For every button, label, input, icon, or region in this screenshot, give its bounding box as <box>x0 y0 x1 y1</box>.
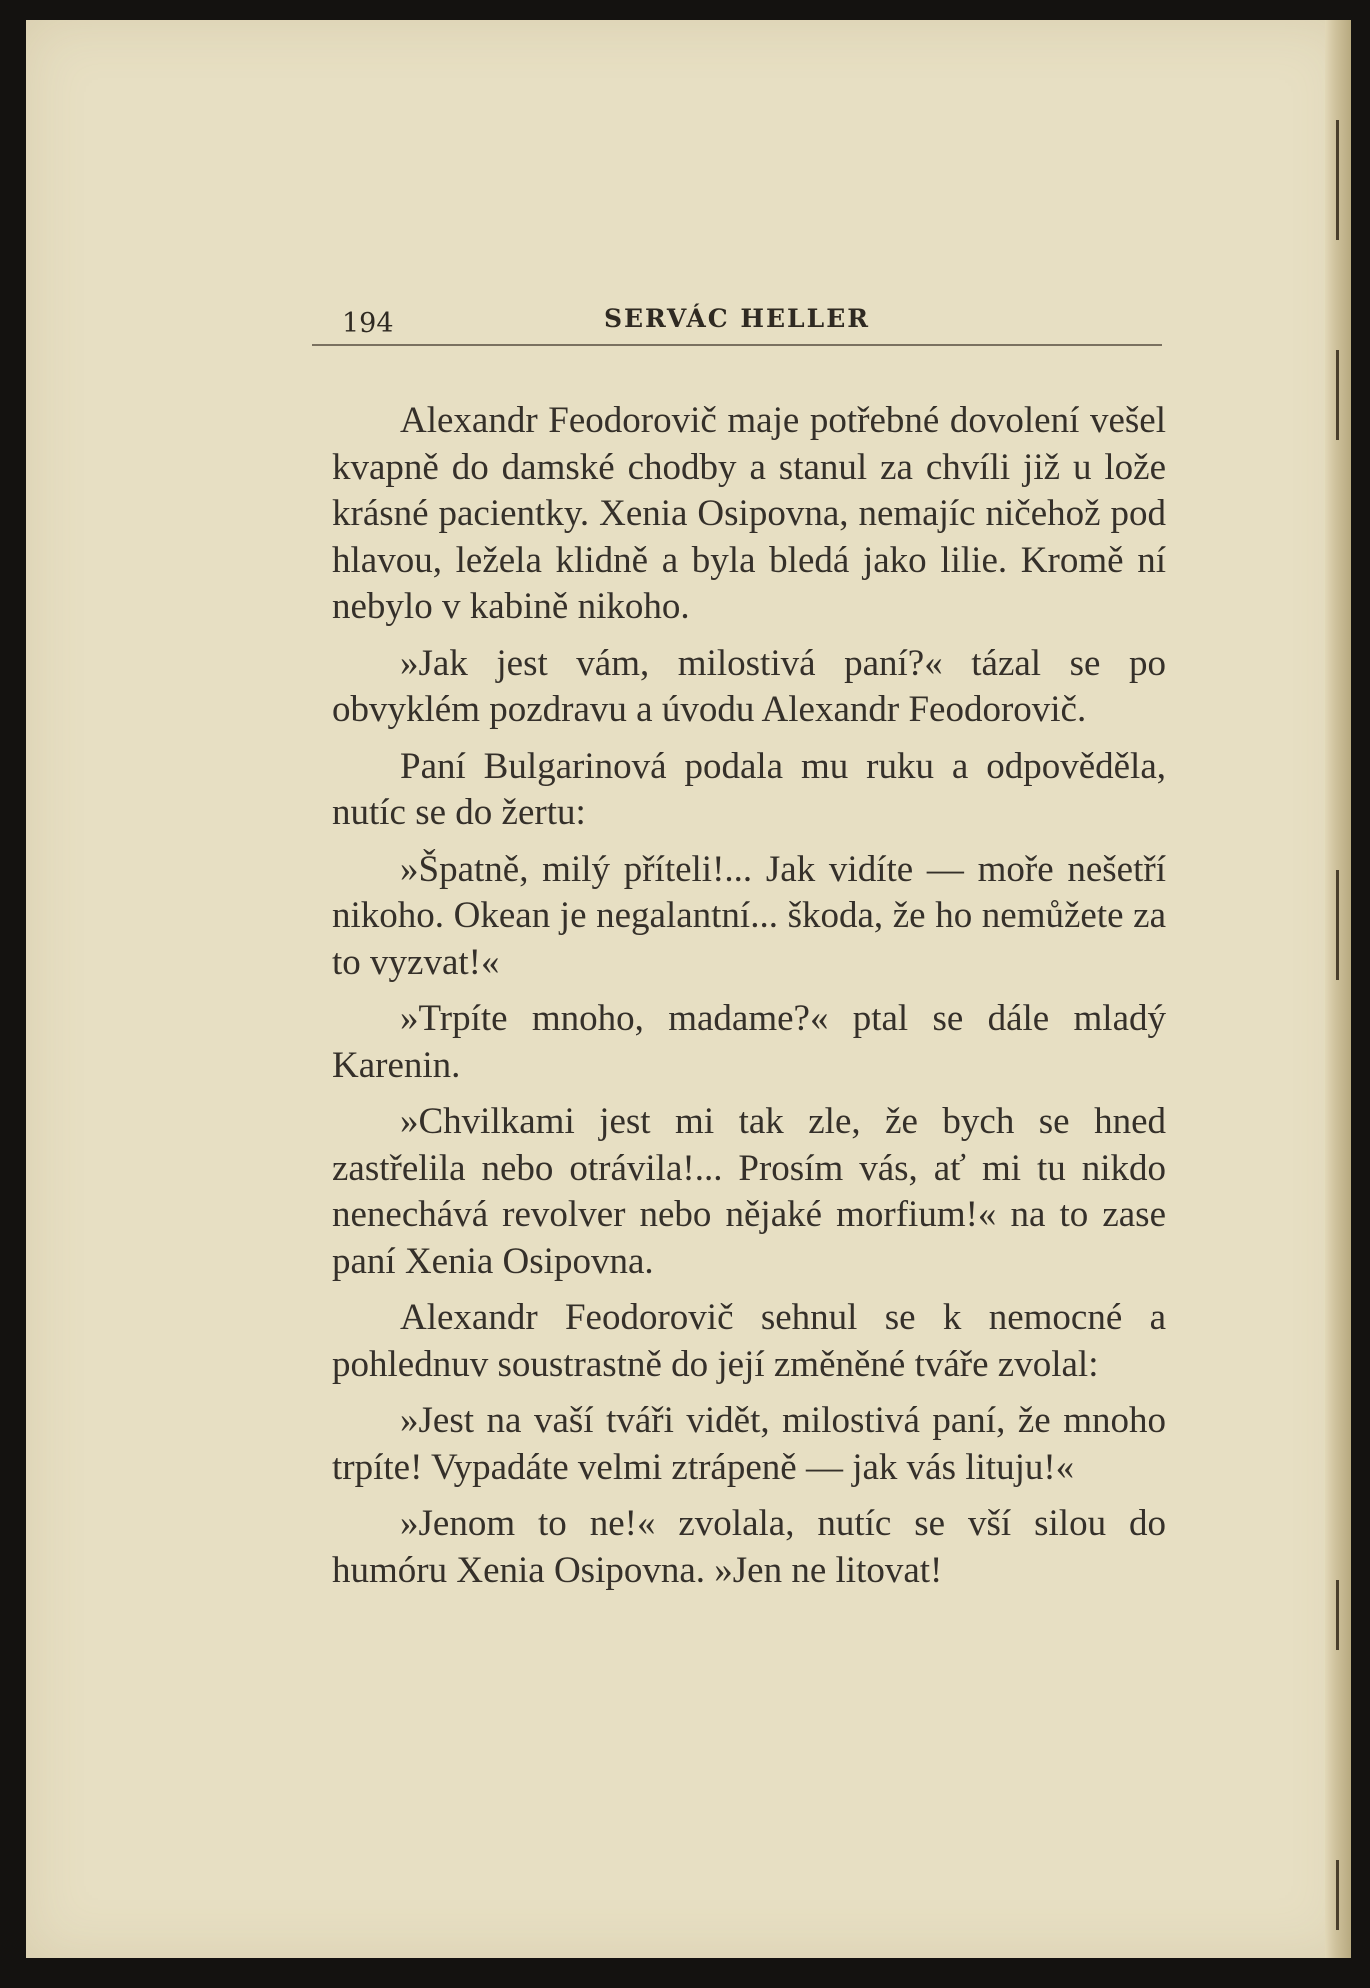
page-header <box>312 300 1162 346</box>
edge-mark <box>1336 1580 1339 1650</box>
paragraph: Alexandr Feodorovič maje potřebné dovolení vešel kvapně do damské chodby a stanul za chvíli již u lože krásné pacientky. Xenia Osipovna, nemajíc ničehož pod hlavou, ležela klidně a byla bledá jako lilie. Kromě ní nebylo v kabině nikoho. <box>332 400 1166 627</box>
running-head: SERVÁC HELLER <box>603 304 871 333</box>
paragraph: »Jak jest vám, milostivá paní?« tázal se po obvyklém pozdravu a úvodu Alexandr Feodorovič. <box>332 642 1166 730</box>
body-text <box>332 398 1166 1604</box>
paragraph: »Trpíte mnoho, madame?« ptal se dále mladý Karenin. <box>332 998 1166 1086</box>
edge-mark <box>1336 870 1339 980</box>
paragraph: »Jest na vaší tváři vidět, milostivá paní, že mnoho trpíte! Vypadáte velmi ztrápeně — jak vás lituju!« <box>332 1400 1166 1488</box>
paragraph: »Chvilkami jest mi tak zle, že bych se hned zastřelila nebo otrávila!... Prosím vás, ať mi tu nikdo nenechává revolver nebo nějaké morfium!« na to zase paní Xenia Osipovna. <box>332 1101 1166 1282</box>
page-number: 194 <box>342 308 394 339</box>
paragraph: »Jenom to ne!« zvolala, nutíc se vší silou do humóru Xenia Osipovna. »Jen ne litovat! <box>332 1503 1166 1591</box>
edge-mark <box>1336 120 1339 240</box>
edge-mark <box>1336 350 1339 440</box>
edge-mark <box>1336 1860 1339 1930</box>
book-page <box>26 20 1351 1958</box>
paragraph: »Špatně, milý příteli!... Jak vidíte — moře nešetří nikoho. Okean je negalantní... škoda, že ho nemůžete za to vyzvat!« <box>332 848 1166 983</box>
page-edge <box>1325 20 1351 1958</box>
paragraph: Paní Bulgarinová podala mu ruku a odpověděla, nutíc se do žertu: <box>332 745 1166 833</box>
paragraph: Alexandr Feodorovič sehnul se k nemocné a pohlednuv soustrastně do její změněné tváře zvolal: <box>332 1297 1166 1385</box>
